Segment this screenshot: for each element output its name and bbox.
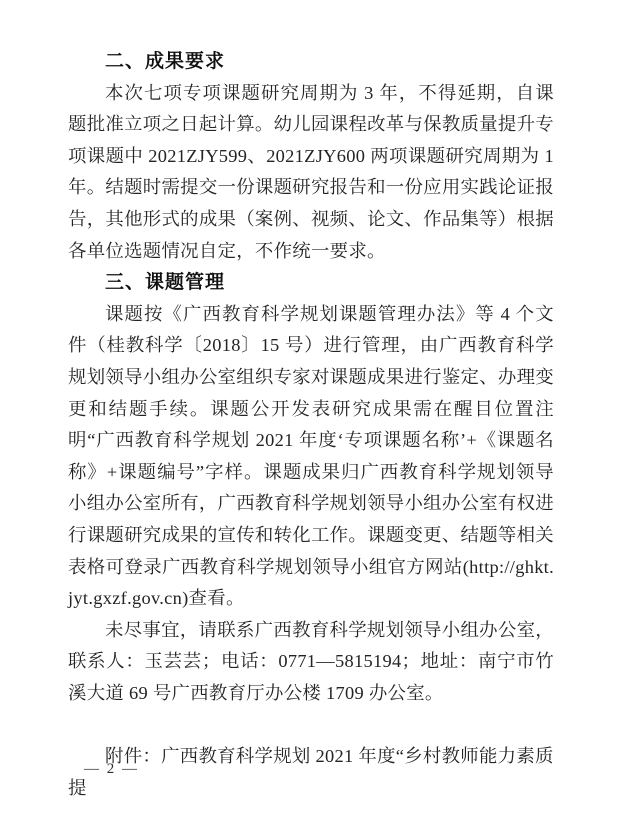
paragraph-project-management: 课题按《广西教育科学规划课题管理办法》等 4 个文件（桂教科学〔2018〕15 号）进行管理，由广西教育科学规划领导小组办公室组织专家对课题成果进行鉴定、办理变更和结题手续。课题公开发表研究成果需在醒目位置注明“广西教育科学规划 2021 年度‘专项课题名称’+《课题名称》+课题编号”字样。课题成果归广西教育科学规划领导小组办公室所有，广西教育科学规划领导小组办公室有权进行课题研究成果的宣传和转化工作。课题变更、结题等相关表格可登录广西教育科学规划领导小组官方网站(http://ghkt.jyt.gxzf.gov.cn)查看。 (68, 303, 554, 609)
paragraph-contact-info: 未尽事宜，请联系广西教育科学规划领导小组办公室，联系人：玉芸芸；电话：0771—5815194；地址：南宁市竹溪大道 69 号广西教育厅办公楼 1709 办公室。 (68, 619, 554, 703)
paragraph-achievement-requirements: 本次七项专项课题研究周期为 3 年，不得延期，自课题批准立项之日起计算。幼儿园课程改革与保教质量提升专项课题中 2021ZJY599、2021ZJY600 两项课题研究周期为 1 年。结题时需提交一份课题研究报告和一份应用实践论证报告，其他形式的成果（案例、视频、论文、作品集等）根据各单位选题情况自定，不作统一要求。 (68, 82, 554, 261)
page-number: — 2 — (84, 761, 139, 777)
heading-project-management: 三、课题管理 (105, 272, 226, 294)
heading-achievement-requirements: 二、成果要求 (105, 51, 226, 72)
document-body (68, 46, 554, 804)
attachment-note: 附件：广西教育科学规划 2021 年度“乡村教师能力素质提 (68, 746, 554, 798)
